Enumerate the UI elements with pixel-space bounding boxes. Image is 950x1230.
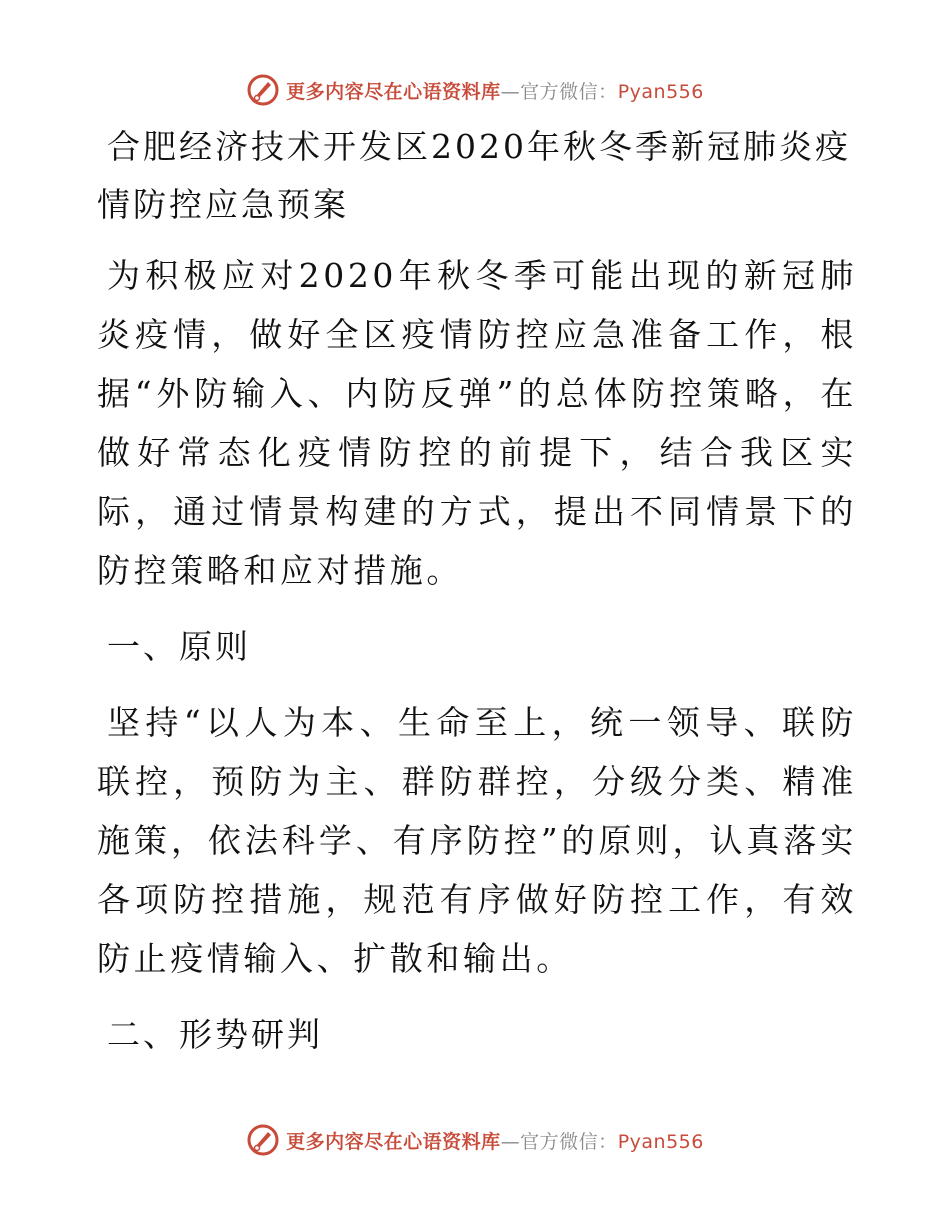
quill-logo-icon: [246, 73, 280, 107]
section-heading-principles: 一、原则: [107, 627, 251, 666]
watermark-dash: —: [500, 80, 521, 103]
quill-logo-icon: [246, 1123, 280, 1157]
watermark-brand: 更多内容尽在心语资料库: [286, 1130, 501, 1153]
watermark-label: 官方微信：: [520, 1130, 618, 1153]
intro-paragraph: 为积极应对2020年秋冬季可能出现的新冠肺炎疫情，做好全区疫情防控应急准备工作，根据“外防输入、内防反弹”的总体防控策略，在做好常态化疫情防控的前提下，结合我区实际，通过情景构建的方式，提出不同情景下的防控策略和应对措施。: [97, 256, 857, 590]
footer-watermark: [0, 1120, 950, 1160]
watermark-id: Pyan556: [617, 1130, 704, 1153]
watermark-brand: 更多内容尽在心语资料库: [286, 80, 501, 103]
watermark-id: Pyan556: [617, 80, 704, 103]
principles-paragraph: 坚持“以人为本、生命至上，统一领导、联防联控，预防为主、群防群控，分级分类、精准施策，依法科学、有序防控”的原则，认真落实各项防控措施，规范有序做好防控工作，有效防止疫情输入、扩散和输出。: [97, 703, 857, 978]
watermark-label: 官方微信：: [520, 80, 618, 103]
watermark-dash: —: [500, 1130, 521, 1153]
watermark-text: [286, 77, 704, 104]
section-heading-situation: 二、形势研判: [107, 1015, 323, 1054]
document-title: 合肥经济技术开发区2020年秋冬季新冠肺炎疫情防控应急预案: [97, 127, 851, 224]
document-body: [97, 118, 857, 1081]
watermark-text: [286, 1127, 704, 1154]
header-watermark: [0, 70, 950, 110]
